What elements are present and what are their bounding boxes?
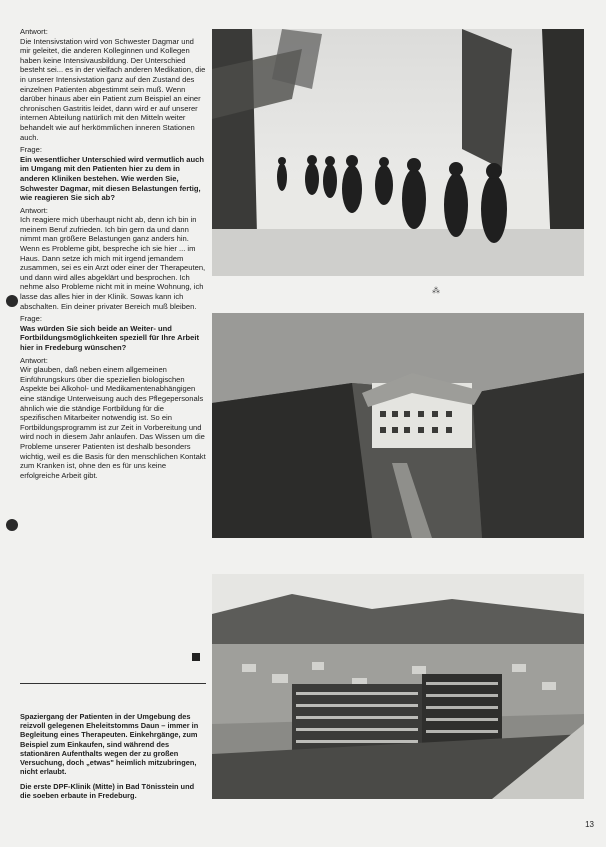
page-number: 13	[585, 820, 594, 829]
article-column	[20, 27, 206, 480]
punch-hole	[6, 519, 18, 531]
answer-text: Wir glauben, daß neben einem allgemeinen Einführungskurs über die speziellen biologischen Aspekte bei Alkohol- und Medikamentenabhängigen eine ständige Unterweisung auch des Pflegepersonals ähnlich wie die ständige Fortbildung für die spezifischen Mitarbeiter notwendig ist. So ein Fortbildungsprogramm ist zur Zeit in Vorbereitung und wird noch in diesem Jahr anlaufen. Das Wissen um die Probleme unserer Patienten ist deshalb besonders wichtig, weil es die Basis für den menschlichen Kontakt zum Kranken ist, ohne den es für uns keine erfolgreiche Arbeit gibt.	[20, 365, 206, 480]
question-label: Frage:	[20, 314, 42, 324]
winter-walk-photo	[212, 29, 584, 276]
question-text: Ein wesentlicher Unterschied wird vermutlich auch im Umgang mit den Patienten hier zu dem in anderen Kliniken bestehen. Wie werden Sie, Schwester Dagmar, mit diesen Belastungen fertig, wie reagieren Sie sich ab?	[20, 154, 204, 203]
forest-clinic-photo	[212, 313, 584, 538]
answer-text: Ich reagiere mich überhaupt nicht ab, denn ich bin in meinem Beruf zufrieden. Ich bin gern da und dann nimmt man größere Belastungen ganz anders hin. Wenn es Probleme gibt, bespreche ich sie hier ... im Haus. Dann setze ich mich mit irgend jemandem zusammen, sei es ein Arzt oder einer der Therapeuten, und dann wird alles abgeklärt und besprochen. Ich nehme also Probleme nicht mit in meine Wohnung, ich lasse das alles hier in der Klinik. Sowas kann ich abschalten. Ein deiner privater Bereich muß bleiben.	[20, 215, 206, 311]
answer-text: Die Intensivstation wird von Schwester Dagmar und mir geleitet, die anderen Kolleginnen und Kollegen haben keine Intensivausbildung. Der Unterschied besteht sei... es in der vielfach anderen Medikation, die in unserer Intensivstation ganz auf den Zustand des einzelnen Patienten abgestimmt sein muß. Wenn darüber hinaus aber ein Patient zum Beispiel an einer chronischen Gastritis leidet, dann wird er auf unserer internen Abteilung natürlich mit den Mitteln weiter behandelt wie auf herkömmlichen inneren Stationen auch.	[20, 36, 206, 142]
answer-label: Antwort:	[20, 205, 48, 215]
answer-label: Antwort:	[20, 27, 48, 36]
end-of-article-mark	[192, 653, 200, 661]
question-label: Frage:	[20, 145, 42, 155]
punch-hole	[6, 295, 18, 307]
image-mark: ⁂	[432, 286, 440, 295]
question-text: Was würden Sie sich beide an Weiter- und Fortbildungsmöglichkeiten speziell für Ihre Arbeit hier in Fredeburg wünschen?	[20, 323, 200, 352]
photo-caption: Die erste DPF-Klinik (Mitte) in Bad Tönisstein und die soeben erbaute in Fredeburg.	[20, 782, 195, 801]
town-clinic-photo	[212, 574, 584, 799]
answer-label: Antwort:	[20, 355, 48, 365]
photo-caption: Spaziergang der Patienten in der Umgebung des reizvoll gelegenen Eheleitstomms Daun – immer in Begleitung eines Therapeuten. Einkehrgänge, zum Beispiel zum Einkaufen, sind während des stationären Aufenthalts wegen der zu großen Versuchung, doch „etwas" heimlich mitzubringen, nicht erlaubt.	[20, 712, 199, 777]
caption-divider	[20, 683, 206, 684]
